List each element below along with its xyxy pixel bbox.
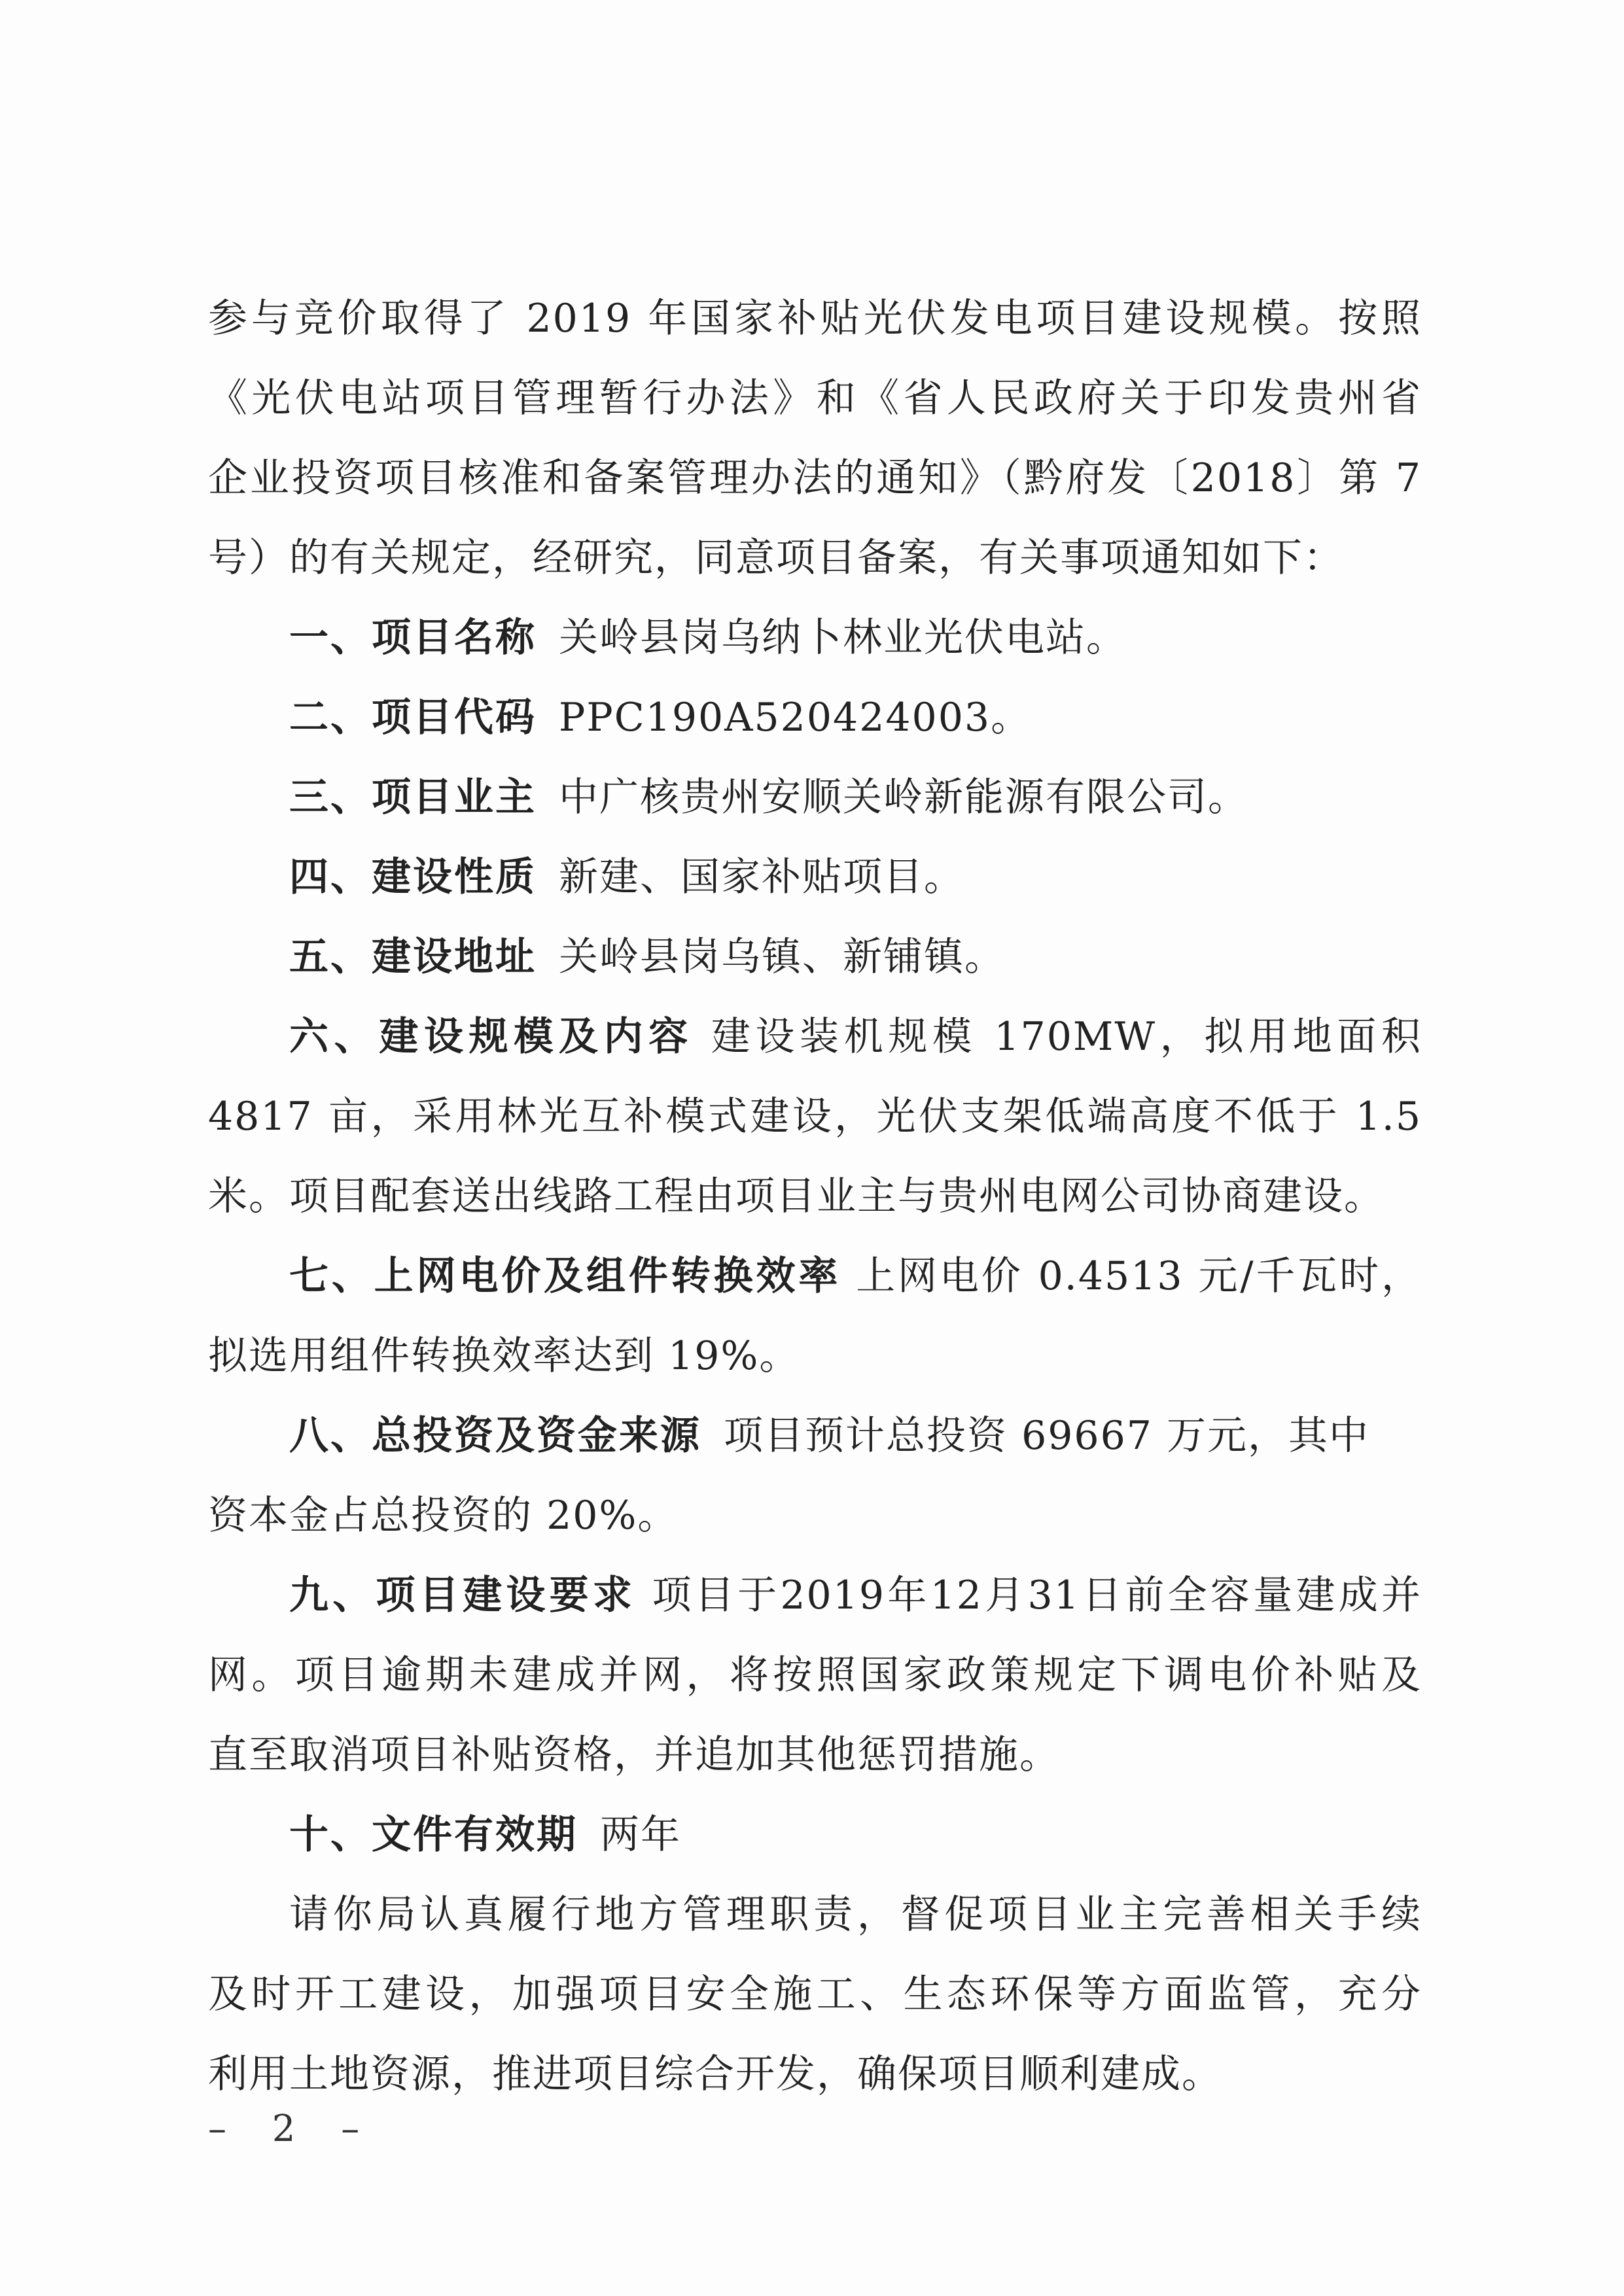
item-text: 两年 <box>600 1812 681 1858</box>
item-heading: 八、总投资及资金来源 <box>289 1413 701 1459</box>
item-heading: 五、建设地址 <box>289 934 537 980</box>
item-construction-scale <box>208 1009 1422 1064</box>
item-text-line: 资本金占总投资的 20%。 <box>208 1493 679 1539</box>
item-heading: 一、项目名称 <box>289 615 537 661</box>
item-text: 项目于2019年12月31日前全容量建成并 <box>652 1573 1422 1618</box>
item-text: PPC190A520424003。 <box>559 695 1032 740</box>
item-validity-period <box>208 1807 681 1862</box>
item-text-line: 4817 亩，采用林光互补模式建设，光伏支架低端高度不低于 1.5 <box>208 1094 1422 1139</box>
item-grid-price <box>208 1249 1422 1304</box>
item-text: 建设装机规模 170MW，拟用地面积 <box>711 1014 1422 1060</box>
item-text-line: 拟选用组件转换效率达到 19%。 <box>208 1333 800 1379</box>
closing-line: 请你局认真履行地方管理职责，督促项目业主完善相关手续 <box>289 1892 1422 1938</box>
item-text: 中广核贵州安顺关岭新能源有限公司。 <box>559 774 1248 820</box>
item-text-line: 直至取消项目补贴资格，并追加其他惩罚措施。 <box>208 1732 1060 1778</box>
item-total-investment <box>208 1408 1369 1463</box>
item-construction-address <box>208 930 1005 984</box>
item-text-line: 米。项目配套送出线路工程由项目业主与贵州电网公司协商建设。 <box>208 1174 1385 1219</box>
item-heading: 七、上网电价及组件转换效率 <box>289 1253 841 1299</box>
item-construction-requirements <box>208 1568 1422 1623</box>
intro-line: 企业投资项目核准和备案管理办法的通知》（黔府发〔2018〕第 7 <box>208 455 1422 501</box>
item-text: 上网电价 0.4513 元/千瓦时， <box>856 1253 1422 1299</box>
item-heading: 九、项目建设要求 <box>289 1573 637 1618</box>
item-heading: 六、建设规模及内容 <box>289 1014 694 1060</box>
page-number: – 2 – <box>208 2108 377 2150</box>
item-project-owner <box>208 770 1248 825</box>
item-project-code <box>208 690 1031 745</box>
item-text: 关岭县岗乌镇、新铺镇。 <box>559 934 1005 980</box>
item-heading: 二、项目代码 <box>289 695 537 740</box>
intro-line: 《光伏电站项目管理暂行办法》和《省人民政府关于印发贵州省 <box>208 375 1422 421</box>
item-heading: 三、项目业主 <box>289 774 537 820</box>
item-heading: 十、文件有效期 <box>289 1812 578 1858</box>
item-heading: 四、建设性质 <box>289 854 537 900</box>
item-text-line: 网。项目逾期未建成并网，将按照国家政策规定下调电价补贴及 <box>208 1652 1422 1698</box>
item-text: 关岭县岗乌纳卜林业光伏电站。 <box>559 615 1127 661</box>
intro-line: 参与竞价取得了 2019 年国家补贴光伏发电项目建设规模。按照 <box>208 296 1422 341</box>
item-text: 新建、国家补贴项目。 <box>559 854 964 900</box>
item-text: 项目预计总投资 69667 万元，其中 <box>724 1413 1370 1459</box>
item-project-name <box>208 610 1127 665</box>
item-construction-nature <box>208 850 964 905</box>
closing-line: 及时开工建设，加强项目安全施工、生态环保等方面监管，充分 <box>208 1972 1422 2017</box>
closing-line: 利用土地资源，推进项目综合开发，确保项目顺利建成。 <box>208 2051 1222 2097</box>
intro-line: 号）的有关规定，经研究，同意项目备案，有关事项通知如下： <box>208 535 1344 581</box>
